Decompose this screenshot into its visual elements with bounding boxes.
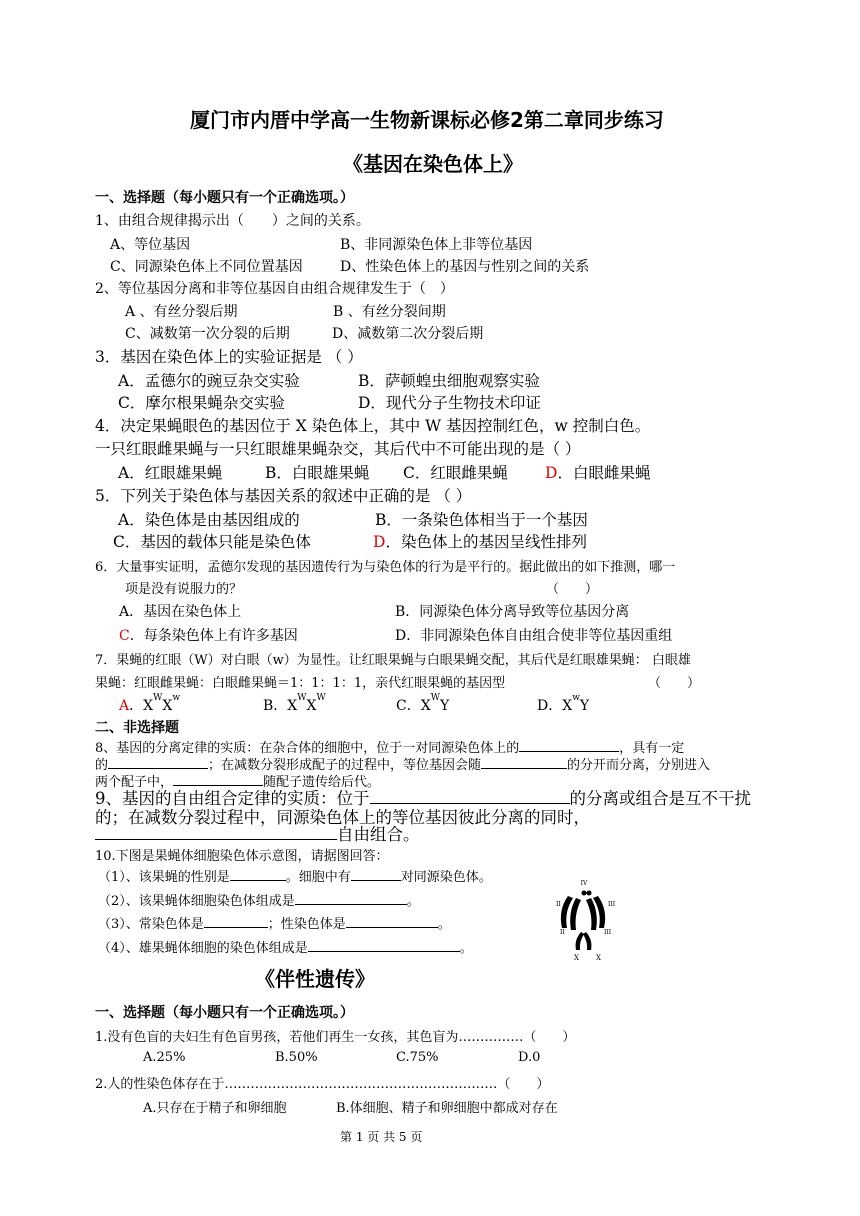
q7-stem-line2: 果蝇：红眼雌果蝇：白眼雌果蝇＝1：1：1：1，亲代红眼果蝇的基因型 [95,676,506,691]
q8-l2a: 的 [95,758,109,773]
q7-a-text: ．X [129,698,154,714]
q1-option-b: B、非同源染色体上非等位基因 [340,237,533,253]
part-heading-non-choice: 二、非选择题 [95,720,179,736]
q8-l2c: 的分开而分离，分别进入 [567,758,711,773]
q3-option-a: A．孟德尔的豌豆杂交实验 [118,372,300,390]
q4-option-d [545,461,650,483]
q4-option-b: B．白眼雄果蝇 [265,464,370,482]
page-number: 第 1 页 共 5 页 [340,1130,423,1144]
chromosome-iv-b [587,891,592,896]
q7-option-c [396,695,449,715]
q1-option-a: A、等位基因 [110,237,191,253]
q1-stem: 1、由组合规律揭示出（ ）之间的关系。 [95,213,370,229]
q5-option-a: A．染色体是由基因组成的 [118,511,300,529]
q5-answer-letter: D [373,533,386,551]
part-heading-choice-b: 一、选择题（每小题只有一个正确选项。） [95,1005,354,1021]
q6-answer-letter: C [119,628,130,644]
q7-option-a [119,695,180,715]
q4-stem-line2: 一只红眼雌果蝇与一只红眼雄果蝇杂交，其后代中不可能出现的是（ ） [95,440,581,458]
q7-a-sup2: w [172,693,181,703]
b-q2-option-a: A.只存在于精子和卵细胞 [143,1101,287,1116]
q7-d-text: D．X [537,698,573,714]
fig-label-x-left: X [574,954,579,962]
q7-answer-letter: A [119,698,130,714]
q7-b-sup1: W [297,693,307,703]
q5-option-b: B．一条染色体相当于一个基因 [375,511,588,529]
q10-sub4 [98,937,473,956]
q10-s2b: 。 [406,894,420,909]
q6-stem-line1: 6．大量事实证明，孟德尔发现的基因遗传行为与染色体的行为是平行的。据此做出的如下推测，哪一 [95,560,676,575]
q10-s4b: 。 [459,941,473,956]
q7-d-sup: w [572,693,580,703]
q8-l2b: ；在减数分裂形成配子的过程中，等位基因会随 [208,758,482,773]
q10-s3c: 。 [437,917,451,932]
q8-l1a: 8、基因的分离定律的实质：在杂合体的细胞中，位于一对同源染色体上的 [95,741,520,756]
q5-option-d [373,530,587,552]
chromosome-iv-a [582,891,587,896]
q10-sub2 [98,890,420,909]
q10-blank-autosome[interactable] [204,914,268,928]
q5-stem: 5．下列关于染色体与基因关系的叙述中正确的是 （ ） [95,487,472,505]
q10-sub3 [98,913,451,932]
q3-option-b: B．萨顿蝗虫细胞观察实验 [358,372,540,390]
q7-option-b [263,695,326,715]
q7-c-text: C．X [396,698,431,714]
q9-line2: 的；在减数分裂过程中，同源染色体上的等位基因彼此分离的同时， [95,808,590,827]
q6-option-c-text: ．每条染色体上有许多基因 [129,628,298,644]
q10-s1b: 。细胞中有 [285,870,351,885]
q1-option-d: D、性染色体上的基因与性别之间的关系 [340,259,590,275]
b-q1-option-d: D.0 [518,1050,541,1065]
q6-option-a: A．基因在染色体上 [119,604,242,620]
chromosome-x-right [583,932,591,950]
chromosome-ii-left-b [570,898,581,930]
q3-option-c: C．摩尔根果蝇杂交实验 [118,394,285,412]
q7-option-d [537,695,589,715]
q9-line3 [95,821,420,845]
q6-option-b: B．同源染色体分离导致等位基因分离 [395,604,630,620]
q7-b-text: B．X [263,698,298,714]
q10-blank-composition[interactable] [295,891,407,905]
fig-label-ii-bottom: II [560,929,565,936]
q8-l3a: 两个配子中， [95,775,174,790]
fig-label-iii-bottom: III [604,929,612,936]
q2-stem: 2、等位基因分离和非等位基因自由组合规律发生于（ ） [95,281,454,297]
q3-option-d: D．现代分子生物技术印证 [358,394,541,412]
b-q2-stem: 2.人的性染色体存在于………………………………………………………（ ） [95,1077,550,1092]
fig-label-ii-left: II [556,901,561,908]
q7-a-sup1: W [153,693,163,703]
chromosome-iii-right-b [586,898,597,930]
q6-option-d: D．非同源染色体自由组合使非等位基因重组 [395,628,673,644]
q4-stem-line1: 4．决定果蝇眼色的基因位于 X 染色体上，其中 W 基因控制红色，w 控制白色。 [95,417,651,435]
q5-option-c: C．基因的载体只能是染色体 [113,533,311,551]
q10-blank-pairs[interactable] [351,867,401,881]
q7-answer-paren: （ ） [648,676,701,691]
q7-b-sup2: W [316,693,326,703]
q3-stem: 3．基因在染色体上的实验证据是 （ ） [95,348,363,366]
q2-option-b: B 、有丝分裂间期 [333,304,446,320]
section-subtitle-genes-on-chromosomes: 《基因在染色体上》 [343,152,523,176]
q7-d-end: Y [579,698,590,714]
q10-blank-male[interactable] [308,938,460,952]
q8-l1b: ，具有一定 [619,741,685,756]
q2-option-c: C、减数第一次分裂的后期 [125,326,290,342]
fruit-fly-chromosome-figure [548,876,618,962]
q8-l3b: 随配子遗传给后代。 [263,775,381,790]
q2-option-a: A 、有丝分裂后期 [125,304,238,320]
q4-answer-letter: D [545,464,558,482]
q10-blank-sex[interactable] [230,867,286,881]
b-q2-option-b: B.体细胞、精子和卵细胞中都成对存在 [336,1101,558,1116]
q8-blank-3[interactable] [481,755,567,769]
q10-blank-sex-chromosome[interactable] [346,914,438,928]
fig-label-iii-right: III [608,901,616,908]
q10-s4a: （4）、雄果蝇体细胞的染色体组成是 [98,941,308,956]
q8-blank-4[interactable] [173,772,263,786]
q9-blank-2[interactable] [95,826,337,840]
b-q1-option-a: A.25% [143,1050,186,1065]
q10-s1c: 对同源染色体。 [400,870,492,885]
q9-l1a: 9、基因的自由组合定律的实质：位于 [95,789,370,808]
section-subtitle-sex-linked: 《伴性遗传》 [255,967,375,991]
q7-c-sup: W [430,693,440,703]
q7-a-mid: X [162,698,173,714]
q10-s1a: （1）、该果蝇的性别是 [98,870,230,885]
q8-blank-2[interactable] [108,755,208,769]
q9-blank-1[interactable] [370,790,570,804]
page-title: 厦门市内厝中学高一生物新课标必修2第二章同步练习 [190,108,664,132]
q10-s2a: （2）、该果蝇体细胞染色体组成是 [98,894,295,909]
q8-blank-1[interactable] [519,738,619,752]
q10-stem: 10.下图是果蝇体细胞染色体示意图，请据图回答： [95,849,389,864]
q4-option-d-text: ．白眼雌果蝇 [557,464,651,482]
q5-option-d-text: ．染色体上的基因呈线性排列 [385,533,587,551]
q6-answer-paren: （ ） [546,582,599,597]
q4-option-c: C．红眼雌果蝇 [403,464,508,482]
q7-b-mid: X [306,698,317,714]
q4-option-a: A．红眼雄果蝇 [118,464,223,482]
b-q1-option-c: C.75% [396,1050,439,1065]
q7-c-end: Y [439,698,450,714]
q6-stem-line2: 项是没有说服力的？ [125,582,243,597]
fig-label-iv: IV [580,880,588,887]
part-heading-choice: 一、选择题（每小题只有一个正确选项。） [95,190,354,206]
q10-s3b: ；性染色体是 [267,917,346,932]
q2-option-d: D、减数第二次分裂后期 [332,326,484,342]
chromosome-x-left [576,932,584,950]
q9-l1b: 的分离或组合是互不干扰 [569,789,751,808]
q7-stem-line1: 7．果蝇的红眼（W）对白眼（w）为显性。让红眼果蝇与白眼果蝇交配，其后代是红眼雄果蝇： 白眼雄 [95,653,691,668]
b-q1-option-b: B.50% [275,1050,318,1065]
q1-option-c: C、同源染色体上不同位置基因 [110,259,303,275]
q10-sub1 [98,866,492,885]
q10-s3a: （3）、常染色体是 [98,917,204,932]
fig-label-x-right: X [596,954,601,962]
q9-l3b: 自由组合。 [337,825,420,844]
q6-option-c [119,625,298,645]
b-q1-stem: 1.没有色盲的夫妇生有色盲男孩，若他们再生一女孩，其色盲为……………（ ） [95,1030,576,1045]
